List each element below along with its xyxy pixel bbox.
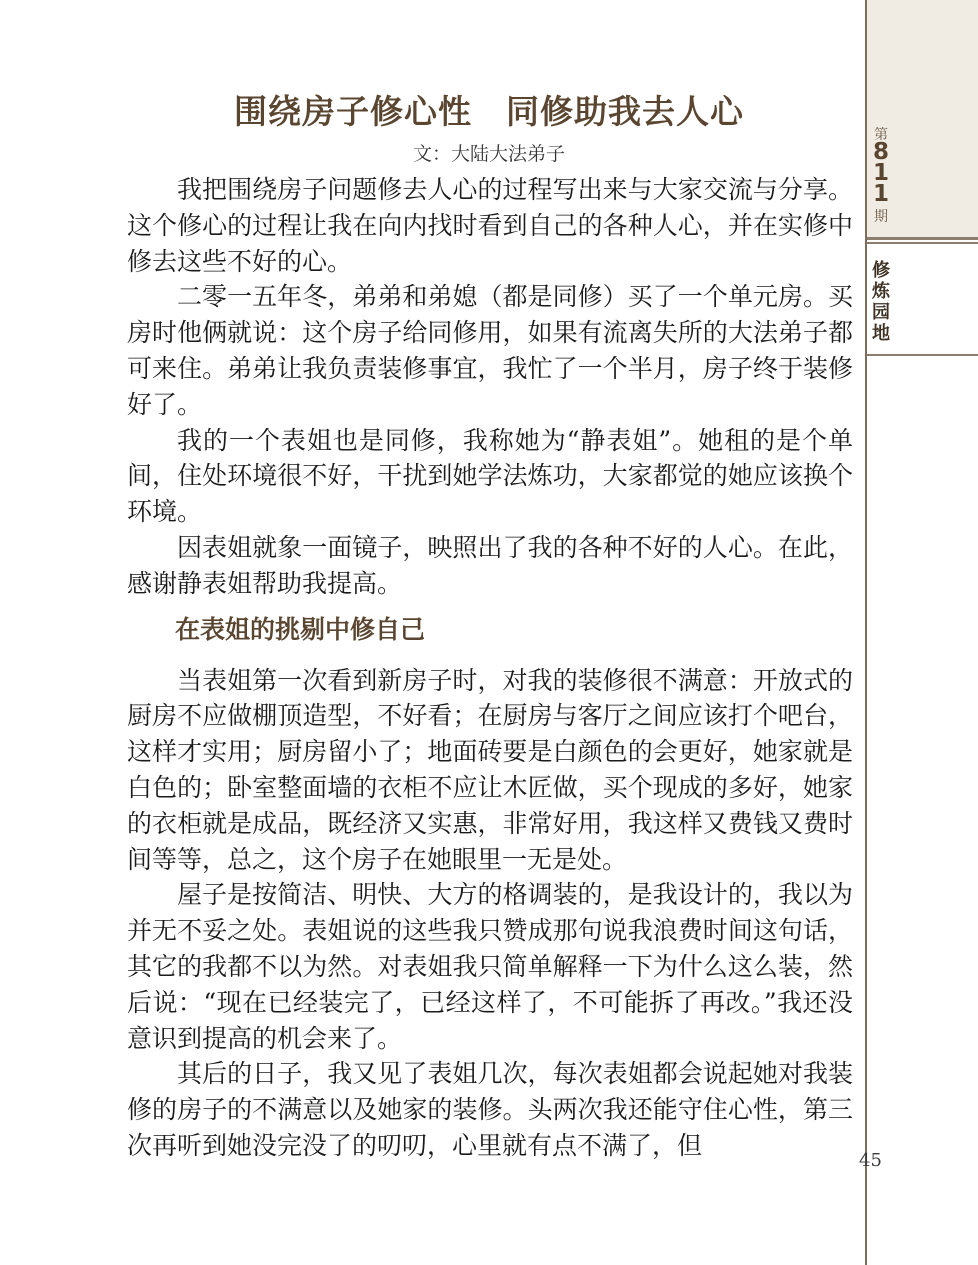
section-heading: 在表姐的挑剔中修自己 bbox=[175, 614, 426, 644]
paragraph: 因表姐就象一面镜子，映照出了我的各种不好的人心。在此，感谢静表姐帮助我提高。 bbox=[127, 532, 853, 598]
issue-prefix: 第 bbox=[874, 127, 888, 143]
section-name: 修 炼 园 地 bbox=[872, 260, 890, 344]
paragraph: 我的一个表姐也是同修，我称她为“静表姐”。她租的是个单间，住处环境很不好，干扰到她学法炼功，大家都觉的她应该换个环境。 bbox=[127, 425, 853, 527]
article-body bbox=[127, 172, 853, 1164]
paragraph: 二零一五年冬，弟弟和弟媳（都是同修）买了一个单元房。买房时他俩就说：这个房子给同修用，如果有流离失所的大法弟子都可来住。弟弟让我负责装修事宜，我忙了一个半月，房子终于装修好了。 bbox=[127, 282, 853, 419]
paragraph: 其后的日子，我又见了表姐几次，每次表姐都会说起她对我装修的房子的不满意以及她家的装修。头两次我还能守住心性，第三次再听到她没完没了的叨叨，心里就有点不满了，但 bbox=[127, 1059, 853, 1160]
paragraph: 当表姐第一次看到新房子时，对我的装修很不满意：开放式的厨房不应做棚顶造型，不好看；在厨房与客厅之间应该打个吧台，这样才实用；厨房留小了；地面砖要是白颜色的会更好，她家就是白色的；卧室整面墙的衣柜不应让木匠做，买个现成的多好，她家的衣柜就是成品，既经济又实惠，非常好用，我这样又费钱又费时间等等，总之，这个房子在她眼里一无是处。 bbox=[127, 665, 853, 874]
paragraph: 屋子是按简洁、明快、大方的格调装的，是我设计的，我以为并无不妥之处。表姐说的这些我只赞成那句说我浪费时间这句话，其它的我都不以为然。对表姐我只简单解释一下为什么这么装，然后说：“现在已经装完了，已经这样了，不可能拆了再改。”我还没意识到提高的机会来了。 bbox=[127, 880, 853, 1053]
article-title: 围绕房子修心性 同修助我去人心 bbox=[234, 92, 744, 131]
divider bbox=[867, 237, 978, 240]
issue-number: 8 1 1 bbox=[872, 139, 889, 207]
page-number: 45 bbox=[859, 1150, 882, 1171]
issue-suffix: 期 bbox=[874, 209, 888, 225]
paragraph: 我把围绕房子问题修去人心的过程写出来与大家交流与分享。这个修心的过程让我在向内找时看到自己的各种人心，并在实修中修去这些不好的心。 bbox=[127, 175, 853, 276]
article-byline: 文：大陆大法弟子 bbox=[412, 143, 565, 165]
